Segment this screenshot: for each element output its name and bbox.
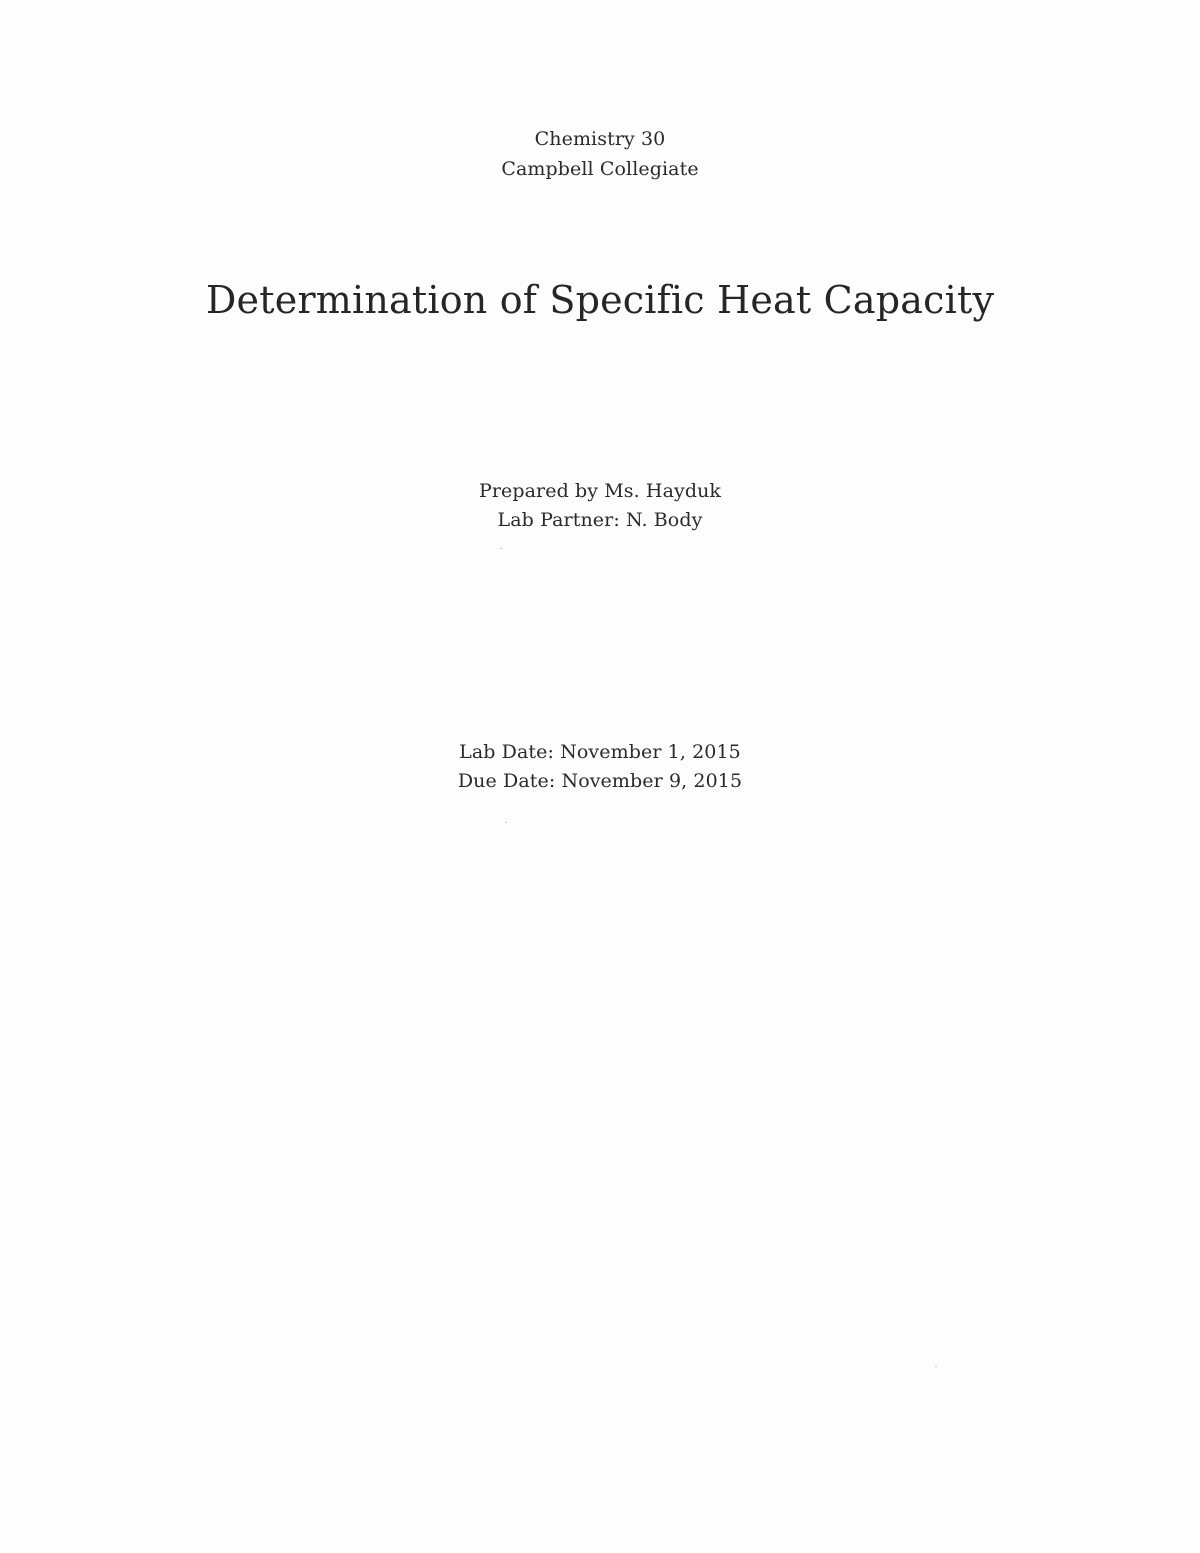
scan-speck: [500, 548, 502, 549]
lab-partner: Lab Partner: N. Body: [497, 509, 703, 531]
due-date: Due Date: November 9, 2015: [457, 770, 743, 792]
school-name: Campbell Collegiate: [501, 158, 699, 180]
course-name: Chemistry 30: [534, 128, 666, 150]
document-title: Determination of Specific Heat Capacity: [205, 278, 995, 322]
scan-speck: [505, 822, 507, 823]
prepared-by: Prepared by Ms. Hayduk: [478, 480, 722, 502]
scan-speck: [935, 1366, 937, 1367]
lab-date: Lab Date: November 1, 2015: [459, 741, 741, 763]
